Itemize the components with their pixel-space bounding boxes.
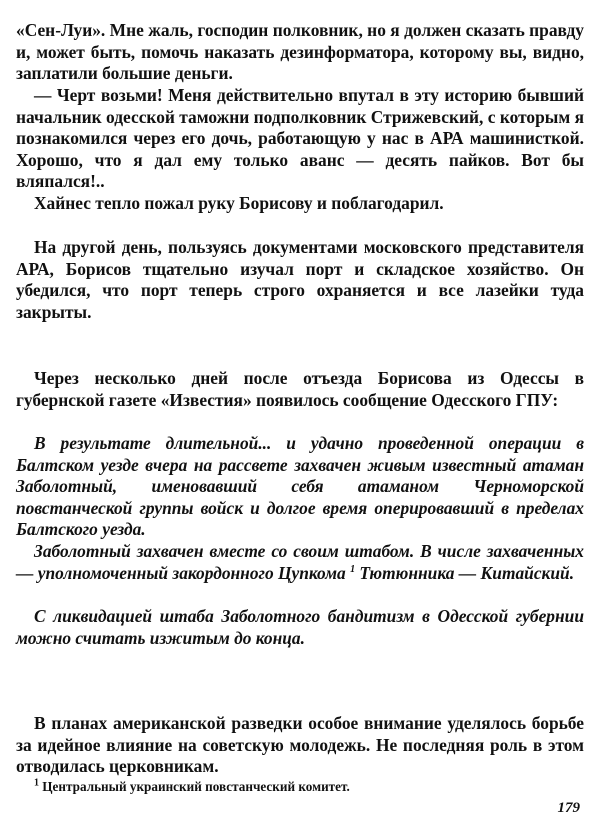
paragraph-borisov-port: На другой день, пользуясь документами московского представителя АРА, Борисов тщательно изучал порт и складское хозяйство. Он убедился, что порт теперь строго охраняется и все лазейки туда закрыты. — [16, 237, 584, 322]
page-number: 179 — [557, 800, 580, 816]
footnote-text: Центральный украинский повстанческий комитет. — [42, 779, 350, 794]
paragraph-quote-staff — [16, 541, 584, 584]
paragraph-quote-liquidation: С ликвидацией штаба Заболотного бандитизм в Одесской губернии можно считать изжитым до конца. — [16, 606, 584, 648]
footnote-reference: 1 — [350, 563, 356, 575]
paragraph-american-intelligence: В планах американской разведки особое внимание уделялось борьбе за идейное влияние на советскую молодежь. Не последняя роль в этом отводилась церковникам. — [16, 713, 584, 777]
footnote — [16, 779, 584, 795]
paragraph-haines-speech: — Черт возьми! Меня действительно впутал в эту историю бывший начальник одесской таможни подполковник Стрижевский, с которым я познакомился через его дочь, работающую у нас в АРА машинисткой. Хорошо, что я дал ему только аванс — десять пайков. Вот бы вляпался!.. — [16, 85, 584, 192]
footnote-marker: 1 — [34, 777, 39, 789]
paragraph-quote-capture: В результате длительной... и удачно проведенной операции в Балтском уезде вчера на рассвете захвачен живым известный атаман Заболотный, именовавший себя атаманом Черноморской повстанческой группы войск и долгое время оперировавший в пределах Балтского уезда. — [16, 433, 584, 540]
quote-staff-text: Заболотный захвачен вместе со своим штабом. В числе захваченных — уполномоченный закордонного Цупкома — [16, 541, 584, 583]
paragraph-gpu-announcement: Через несколько дней после отъезда Борисова из Одессы в губернской газете «Известия» появилось сообщение Одесского ГПУ: — [16, 368, 584, 410]
quote-staff-text-end: Тютюнника — Китайский. — [359, 562, 575, 583]
paragraph-continuation: «Сен-Луи». Мне жаль, господин полковник, но я должен сказать правду и, может быть, помочь наказать дезинформатора, которому вы, видно, заплатили большие деньги. — [16, 20, 584, 84]
paragraph-haines-thanks: Хайнес тепло пожал руку Борисову и поблагодарил. — [34, 193, 444, 213]
